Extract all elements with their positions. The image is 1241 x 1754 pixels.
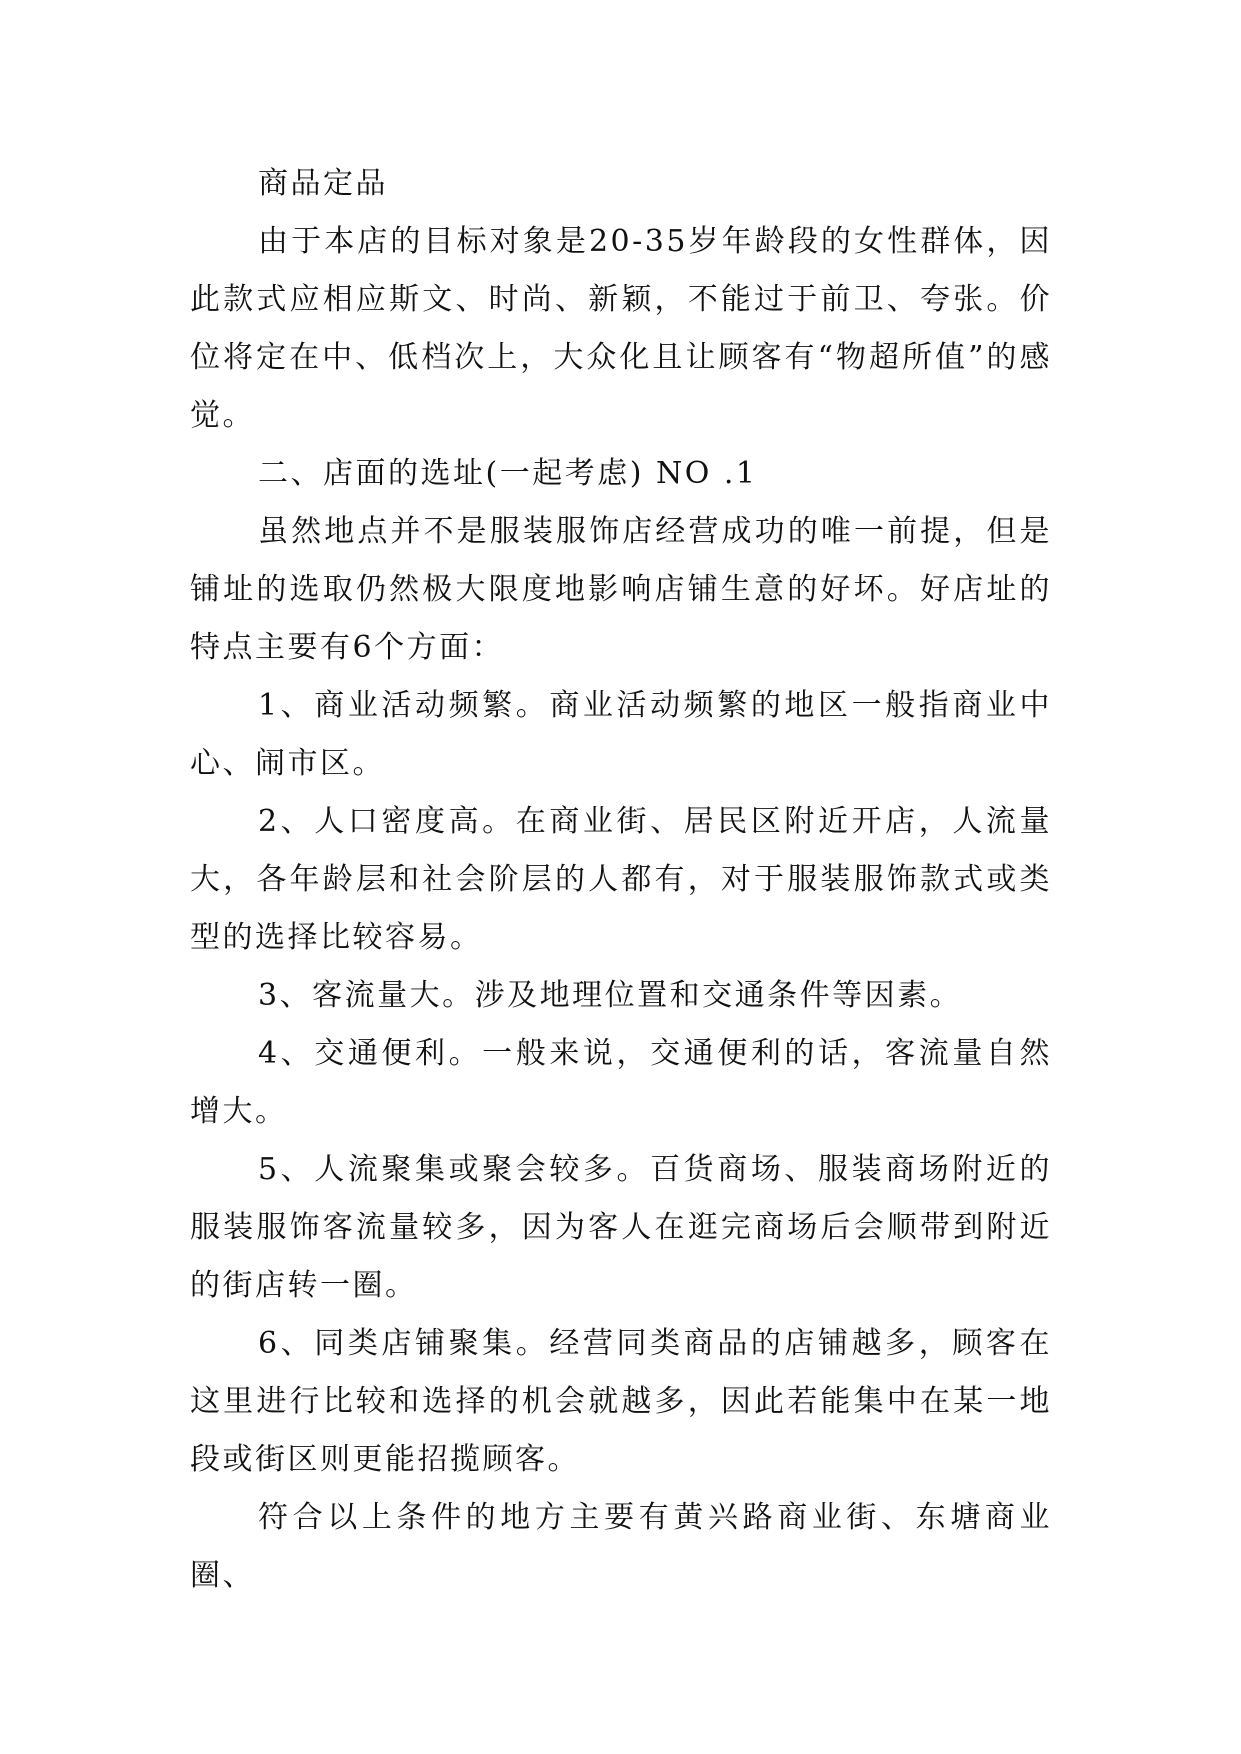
paragraph-point-6: 6、同类店铺聚集。经营同类商品的店铺越多，顾客在这里进行比较和选择的机会就越多，因此若能集中在某一地段或街区则更能招揽顾客。: [190, 1326, 1052, 1477]
paragraph-heading-product-positioning: 商品定品: [258, 166, 388, 201]
paragraph-heading-store-location: 二、店面的选址(一起考虑) NO .1: [258, 456, 758, 491]
paragraph-point-5: 5、人流聚集或聚会较多。百货商场、服装商场附近的服装服饰客流量较多，因为客人在逛完商场后会顺带到附近的街店转一圈。: [190, 1152, 1052, 1303]
paragraph-target-customers: 由于本店的目标对象是20-35岁年龄段的女性群体，因此款式应相应斯文、时尚、新颖，不能过于前卫、夸张。价位将定在中、低档次上，大众化且让顾客有“物超所值”的感觉。: [190, 224, 1052, 433]
document-page: [190, 155, 1052, 1605]
paragraph-point-2: 2、人口密度高。在商业街、居民区附近开店，人流量大，各年龄层和社会阶层的人都有，对于服装服饰款式或类型的选择比较容易。: [190, 804, 1052, 955]
paragraph-point-3: 3、客流量大。涉及地理位置和交通条件等因素。: [258, 978, 963, 1013]
paragraph-point-1: 1、商业活动频繁。商业活动频繁的地区一般指商业中心、闹市区。: [190, 688, 1052, 781]
paragraph-conclusion: 符合以上条件的地方主要有黄兴路商业街、东塘商业圈、: [190, 1500, 1052, 1593]
paragraph-location-intro: 虽然地点并不是服装服饰店经营成功的唯一前提，但是铺址的选取仍然极大限度地影响店铺生意的好坏。好店址的特点主要有6个方面：: [190, 514, 1052, 665]
paragraph-point-4: 4、交通便利。一般来说，交通便利的话，客流量自然增大。: [190, 1036, 1052, 1129]
